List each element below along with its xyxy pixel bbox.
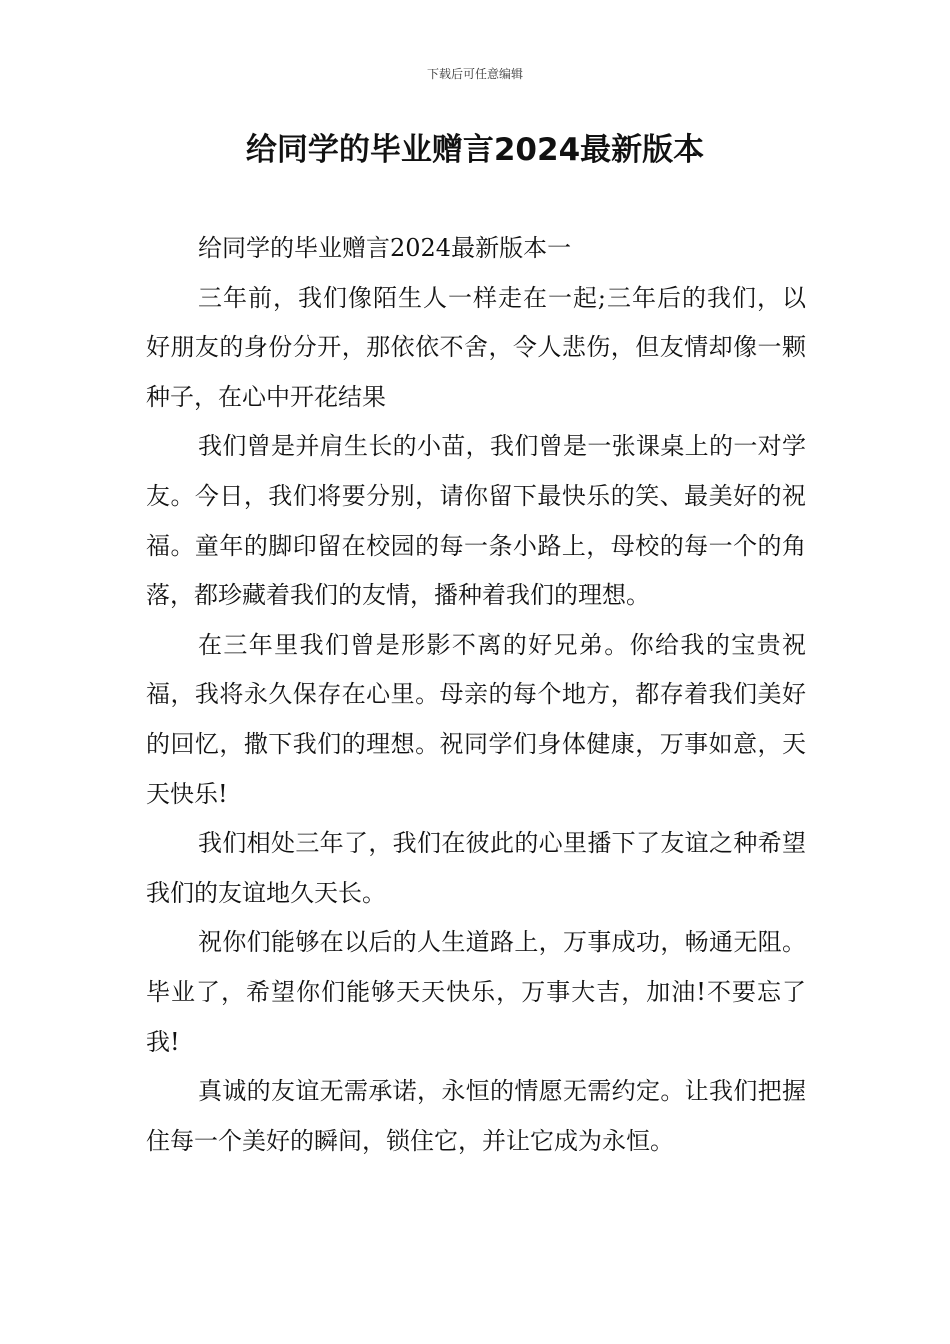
paragraph: 三年前，我们像陌生人一样走在一起;三年后的我们，以好朋友的身份分开，那依依不舍，令人悲伤，但友情却像一颗种子，在心中开花结果 <box>146 283 806 411</box>
paragraph: 真诚的友谊无需承诺，永恒的情愿无需约定。让我们把握住每一个美好的瞬间，锁住它，并让它成为永恒。 <box>146 1077 806 1155</box>
document-title: 给同学的毕业赠言2024最新版本 <box>245 132 705 168</box>
paragraph: 祝你们能够在以后的人生道路上，万事成功，畅通无阻。毕业了，希望你们能够天天快乐，万事大吉，加油!不要忘了我! <box>146 928 806 1056</box>
paragraph: 在三年里我们曾是形影不离的好兄弟。你给我的宝贵祝福，我将永久保存在心里。母亲的每个地方，都存着我们美好的回忆，撒下我们的理想。祝同学们身体健康，万事如意，天天快乐! <box>146 630 806 808</box>
paragraph-subtitle: 给同学的毕业赠言2024最新版本一 <box>198 234 572 262</box>
header-note: 下载后可任意编辑 <box>426 67 523 81</box>
document-body <box>146 224 806 1166</box>
paragraph: 我们相处三年了，我们在彼此的心里播下了友谊之种希望我们的友谊地久天长。 <box>146 829 806 907</box>
paragraph: 我们曾是并肩生长的小苗，我们曾是一张课桌上的一对学友。今日，我们将要分别，请你留下最快乐的笑、最美好的祝福。童年的脚印留在校园的每一条小路上，母校的每一个的角落，都珍藏着我们的友情，播种着我们的理想。 <box>146 432 806 610</box>
